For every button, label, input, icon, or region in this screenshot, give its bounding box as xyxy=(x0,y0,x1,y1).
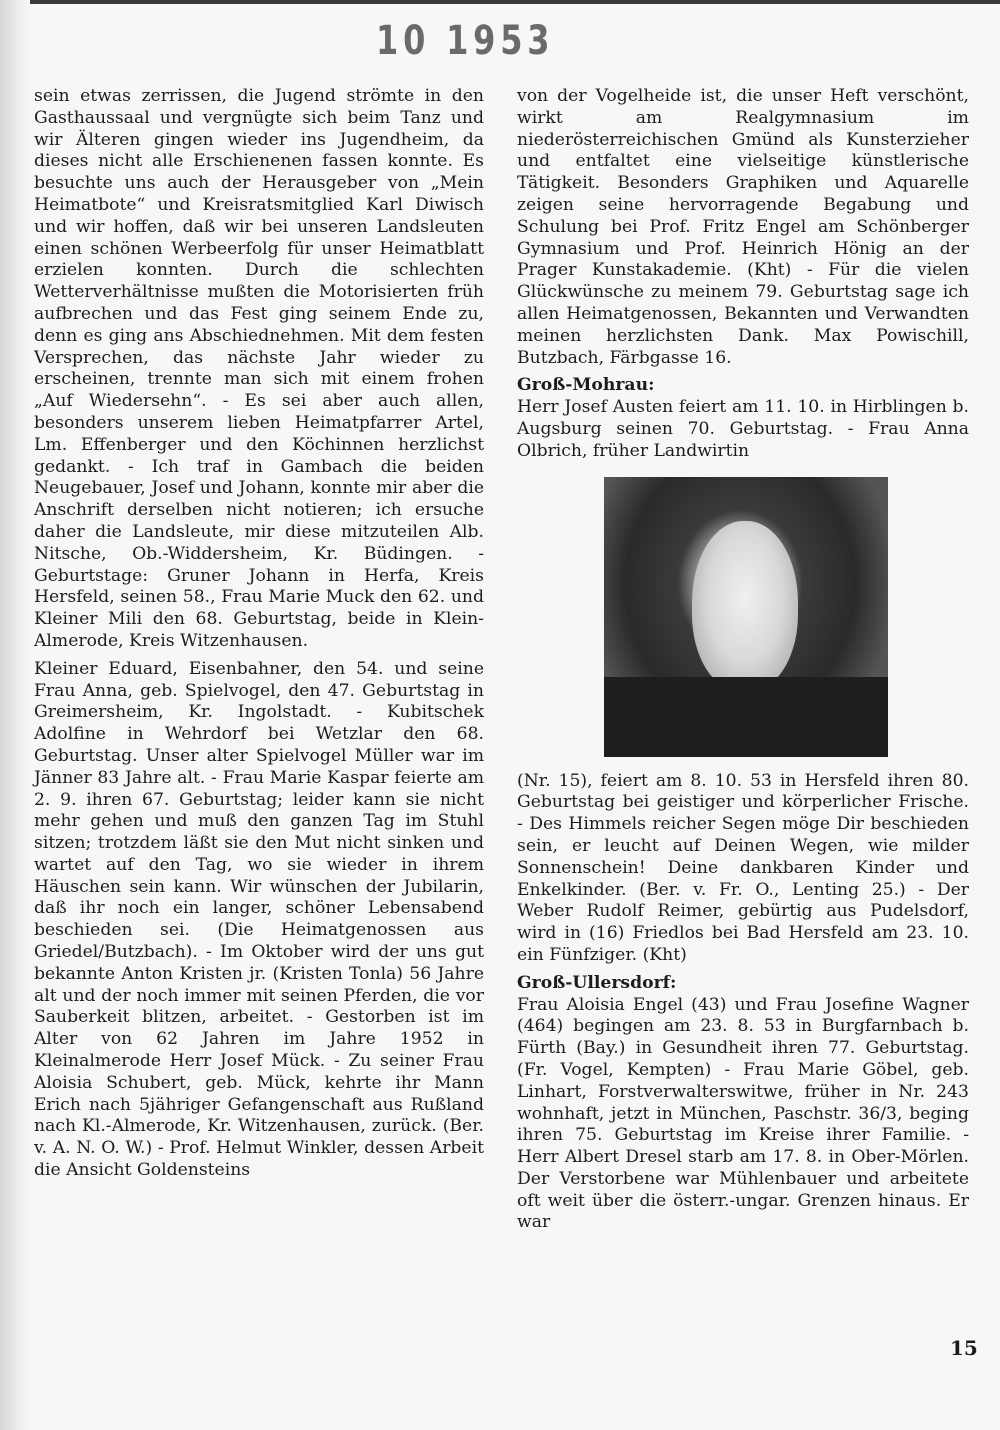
paragraph: (Nr. 15), feiert am 8. 10. 53 in Hersfeld ihren 80. Geburtstag bei geistiger und körperlicher Frische. - Des Himmels reicher Segen möge Dir beschieden sein, er leucht auf Deinen Wegen, wie milder Sonnenschein! Deine dankbaren Kinder und Enkelkinder. (Ber. v. Fr. O., Lenting 25.) - Der Weber Rudolf Reimer, gebürtig aus Pudelsdorf, wird in (16) Friedlos bei Bad Hersfeld am 23. 10. ein Fünfziger. (Kht) xyxy=(517,770,969,965)
paragraph: von der Vogelheide ist, die unser Heft verschönt, wirkt am Realgymnasium im niederösterreichischen Gmünd als Kunsterzieher und entfaltet eine vielseitige künstlerische Tätigkeit. Besonders Graphiken und Aquarelle zeigen seine hervorragende Begabung und Schulung bei Prof. Fritz Engel am Schönberger Gymnasium und Prof. Heinrich Hönig an der Prager Kunstakademie. (Kht) - Für die vielen Glückwünsche zu meinem 79. Geburtstag sage ich allen Heimatgenossen, Bekannten und Verwandten meinen herzlichsten Dank. Max Powischill, Butzbach, Färbgasse 16. xyxy=(517,86,969,368)
page-binding-shadow xyxy=(0,0,30,1430)
photo-clothing xyxy=(604,677,888,757)
section-heading-gross-ullersdorf: Groß-Ullersdorf: xyxy=(517,972,677,993)
paragraph: Herr Josef Austen feiert am 11. 10. in Hirblingen b. Augsburg seinen 70. Geburtstag. - Frau Anna Olbrich, früher Landwirtin xyxy=(517,397,969,461)
section-heading-gross-mohrau: Groß-Mohrau: xyxy=(517,375,655,396)
paragraph: Kleiner Eduard, Eisenbahner, den 54. und seine Frau Anna, geb. Spielvogel, den 47. Geburtstag in Greimersheim, Kr. Ingolstadt. - Kubitschek Adolfine in Wehrdorf bei Wetzlar den 68. Geburtstag. Unser alter Spielvogel Müller war im Jänner 83 Jahre alt. - Frau Marie Kaspar feierte am 2. 9. ihren 67. Geburtstag; leider kann sie nicht mehr gehen und muß den ganzen Tag im Stuhl sitzen; trotzdem läßt sie den Mut nicht sinken und wartet auf den Tag, wo sie wieder in ihrem Häuschen sein kann. Wir wünschen der Jubilarin, daß ihr noch ein langer, schöner Lebensabend beschieden sei. (Die Heimatgenossen aus Griedel/Butzbach). - Im Oktober wird der uns gut bekannte Anton Kristen jr. (Kristen Tonla) 56 Jahre alt und der noch immer mit seinen Pferden, die vor Sauberkeit blitzen, arbeitet. - Gestorben ist im Alter von 62 Jahren im Jahre 1952 in Kleinalmerode Herr Josef Mück. - Zu seiner Frau Aloisia Schubert, geb. Mück, kehrte ihr Mann Erich nach 5jähriger Gefangenschaft aus Rußland nach Kl.-Almerode, Kr. Witzenhausen, zurück. (Ber. v. A. N. O. W.) - Prof. Helmut Winkler, dessen Arbeit die Ansicht Goldensteins xyxy=(34,658,484,1181)
right-column xyxy=(517,86,969,1234)
page-number: 15 xyxy=(950,1336,978,1360)
paragraph: sein etwas zerrissen, die Jugend strömte in den Gasthaussaal und vergnügte sich beim Tanz und wir Älteren gingen wieder ins Jugendheim, da dieses nicht alle Erschienenen fassen konnte. Es besuchte uns auch der Herausgeber von „Mein Heimatbote“ und Kreisratsmitglied Karl Diwisch und wir hoffen, daß wir bei unseren Landsleuten einen schönen Werbeerfolg für unser Heimatblatt erzielen konnten. Durch die schlechten Wetterverhältnisse mußten die Motorisierten früh aufbrechen und das Fest ging seinem Ende zu, denn es ging ans Abschiednehmen. Mit dem festen Versprechen, das nächste Jahr wieder zu erscheinen, trennte man sich mit einem frohen „Auf Wiedersehn“. - Es sei aber auch allen, besonders unserem lieben Heimatpfarrer Artel, Lm. Effenberger und den Köchinnen herzlichst gedankt. - Ich traf in Gambach die beiden Neugebauer, Josef und Johann, konnte mir aber die Anschrift derselben nicht notieren; ich ersuche daher die Landsleute, mir diese mitzuteilen Alb. Nitsche, Ob.-Widdersheim, Kr. Büdingen. - Geburtstage: Gruner Johann in Herfa, Kreis Hersfeld, seinen 58., Frau Marie Muck den 62. und Kleiner Mili den 68. Geburtstag, beide in Klein-Almerode, Kreis Witzenhausen. xyxy=(34,86,484,651)
scan-top-edge xyxy=(0,0,1000,4)
portrait-photo xyxy=(604,477,888,757)
date-stamp: 10 1953 xyxy=(376,18,555,64)
left-column xyxy=(34,86,484,1182)
photo-face xyxy=(692,521,798,691)
paragraph: Frau Aloisia Engel (43) und Frau Josefine Wagner (464) begingen am 23. 8. 53 in Burgfarnbach b. Fürth (Bay.) in Gesundheit ihren 77. Geburtstag. (Fr. Vogel, Kempten) - Frau Marie Göbel, geb. Linhart, Forstverwalterswitwe, früher in Nr. 243 wohnhaft, jetzt in München, Paschstr. 36/3, beging ihren 75. Geburtstag im Kreise ihrer Familie. - Herr Albert Dresel starb am 17. 8. in Ober-Mörlen. Der Verstorbene war Mühlenbauer und arbeitete oft weit über die österr.-ungar. Grenzen hinaus. Er war xyxy=(517,994,969,1233)
